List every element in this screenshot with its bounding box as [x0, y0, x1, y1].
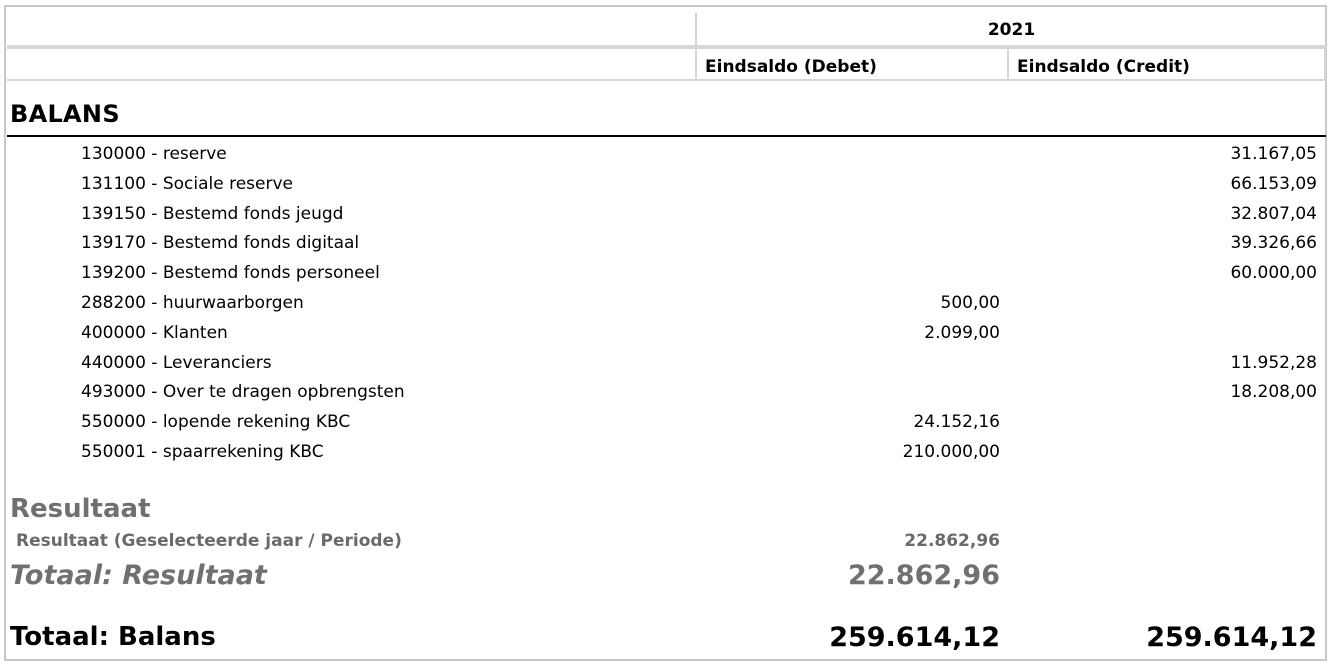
table-row — [0, 437, 1333, 467]
account-name: 139150 - Bestemd fonds jeugd — [81, 203, 344, 224]
credit-value: 32.807,04 — [1230, 203, 1317, 224]
credit-value: 39.326,66 — [1230, 233, 1317, 254]
balance-total-label: Totaal: Balans — [10, 622, 216, 652]
table-row — [0, 288, 1333, 318]
balance-total-debet: 259.614,12 — [829, 622, 1000, 653]
account-name: 550001 - spaarrekening KBC — [81, 442, 324, 462]
debet-value: 2.099,00 — [924, 322, 1000, 343]
balance-total-credit: 259.614,12 — [1146, 622, 1317, 653]
year-header: 2021 — [695, 13, 1326, 47]
table-row — [0, 318, 1333, 348]
account-name: 139170 - Bestemd fonds digitaal — [81, 233, 360, 254]
credit-value: 18.208,00 — [1230, 382, 1317, 403]
account-name: 400000 - Klanten — [81, 322, 228, 343]
result-title: Resultaat — [10, 494, 151, 524]
account-name: 288200 - huurwaarborgen — [81, 293, 304, 313]
result-row-value: 22.862,96 — [904, 531, 1000, 551]
table-row — [0, 199, 1333, 229]
debet-value: 500,00 — [940, 293, 1000, 313]
result-total-label: Totaal: Resultaat — [10, 560, 267, 591]
account-name: 550000 - lopende rekening KBC — [81, 412, 351, 433]
section-divider — [7, 135, 1326, 137]
table-row — [0, 258, 1333, 288]
table-row — [0, 377, 1333, 407]
table-row — [0, 348, 1333, 378]
credit-value: 60.000,00 — [1230, 263, 1317, 284]
credit-value: 66.153,09 — [1230, 173, 1317, 194]
table-row — [0, 228, 1333, 258]
debet-value: 24.152,16 — [913, 412, 1000, 433]
account-name: 130000 - reserve — [81, 144, 227, 164]
table-row — [0, 407, 1333, 437]
account-name: 131100 - Sociale reserve — [81, 173, 294, 194]
credit-value: 31.167,05 — [1230, 144, 1317, 164]
account-name: 493000 - Over te dragen opbrengsten — [81, 382, 405, 403]
result-total-value: 22.862,96 — [847, 560, 1000, 591]
result-row-label: Resultaat (Geselecteerde jaar / Periode) — [16, 531, 402, 551]
section-title: BALANS — [10, 100, 120, 128]
column-header-debet: Eindsaldo (Debet) — [695, 47, 1009, 81]
table-row — [0, 169, 1333, 199]
header-blank-cell — [7, 13, 697, 47]
account-name: 139200 - Bestemd fonds personeel — [81, 263, 380, 284]
credit-value: 11.952,28 — [1230, 352, 1317, 373]
debet-value: 210.000,00 — [902, 442, 1000, 462]
column-header-credit: Eindsaldo (Credit) — [1007, 47, 1326, 81]
header-blank-cell — [7, 47, 697, 81]
account-name: 440000 - Leveranciers — [81, 352, 272, 373]
table-row — [0, 139, 1333, 169]
